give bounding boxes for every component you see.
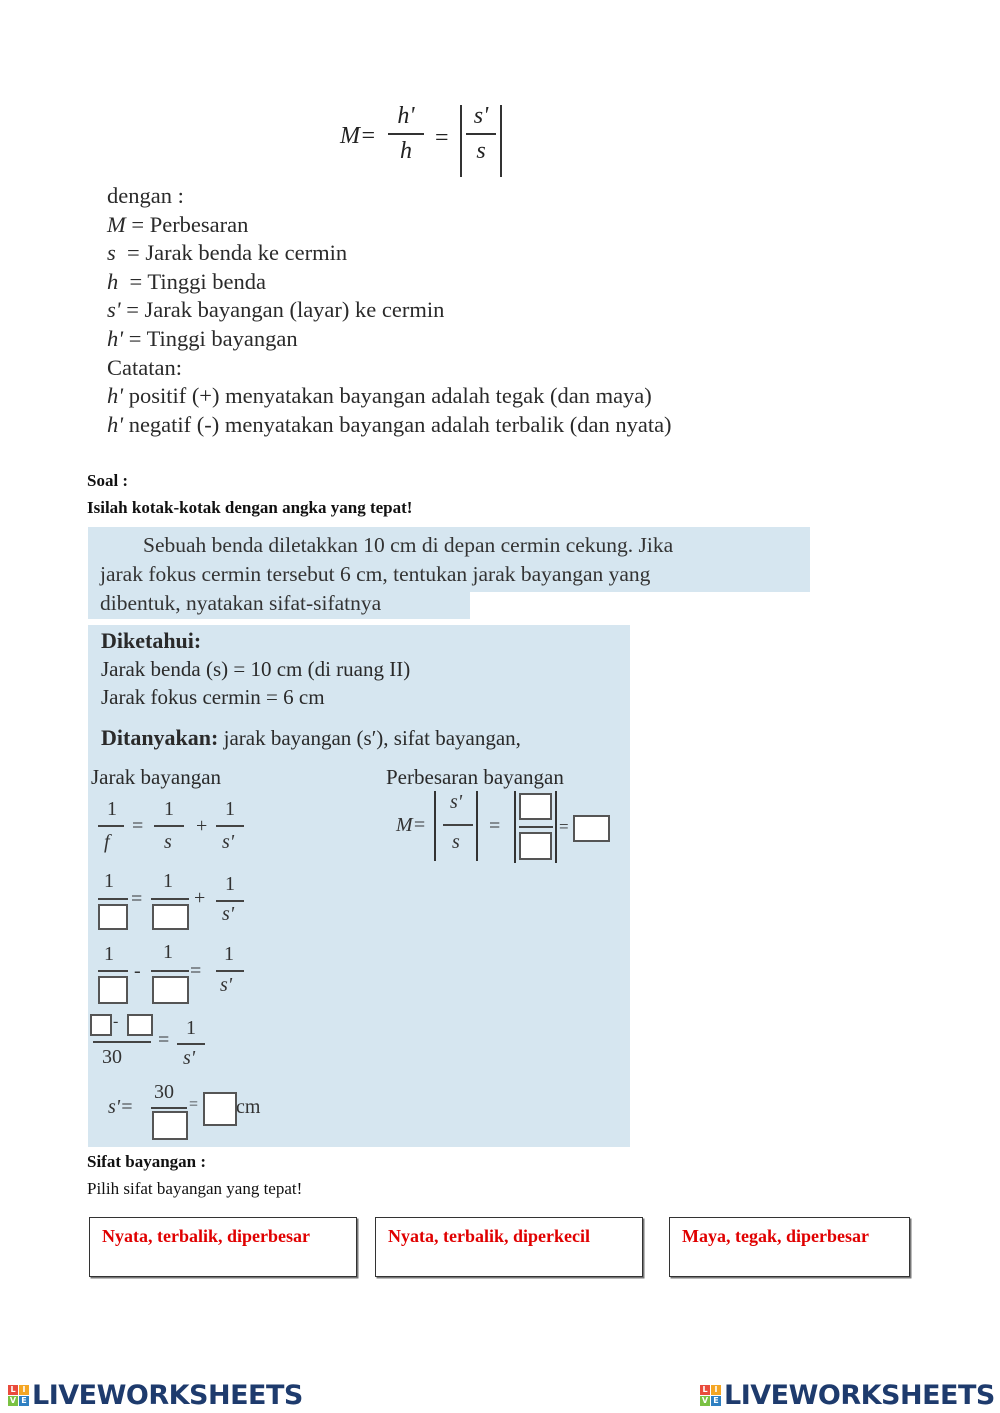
answer-box-row2-f[interactable] bbox=[98, 904, 128, 930]
answer-box-row4-b[interactable] bbox=[127, 1014, 153, 1036]
answer-box-row3-f[interactable] bbox=[98, 976, 128, 1004]
abs-bar-left bbox=[460, 105, 462, 177]
option-maya-tegak-diperbesar[interactable]: Maya, tegak, diperbesar bbox=[669, 1217, 910, 1277]
problem-cutout bbox=[470, 592, 810, 622]
answer-box-magnification-numerator[interactable] bbox=[519, 793, 552, 820]
problem-line: Sebuah benda diletakkan 10 cm di depan cermin cekung. Jika bbox=[100, 533, 674, 557]
sifat-title: Sifat bayangan : bbox=[87, 1152, 207, 1171]
calc-right-title: Perbesaran bayangan bbox=[386, 765, 564, 789]
note-row: h' positif (+) menyatakan bayangan adalah tegak (dan maya) bbox=[107, 383, 652, 409]
known-title: Diketahui: bbox=[101, 628, 202, 653]
known-line-distance: Jarak benda (s) = 10 cm (di ruang II) bbox=[101, 657, 411, 681]
note-title: Catatan: bbox=[107, 354, 182, 380]
brand-name: LIVEWORKSHEETS bbox=[32, 1379, 303, 1411]
definitions bbox=[107, 182, 672, 439]
fraction-s-prime-over-s: s' s bbox=[466, 103, 496, 165]
brand-name: LIVEWORKSHEETS bbox=[724, 1379, 995, 1411]
soal-instruction: Isilah kotak-kotak dengan angka yang tepat! bbox=[87, 498, 413, 517]
calc-left-title: Jarak bayangan bbox=[91, 765, 222, 789]
formula-lhs: M= bbox=[340, 123, 377, 149]
answer-box-row3-s[interactable] bbox=[152, 976, 189, 1004]
answer-box-magnification-denominator[interactable] bbox=[519, 832, 552, 860]
sifat-instruction: Pilih sifat bayangan yang tepat! bbox=[87, 1179, 303, 1198]
known-line-focus: Jarak fokus cermin = 6 cm bbox=[101, 685, 325, 709]
definition-row: s = Jarak benda ke cermin bbox=[107, 240, 348, 266]
liveworksheets-logo-left bbox=[8, 1378, 303, 1412]
formula-eq: = bbox=[435, 125, 449, 151]
answer-box-row4-a[interactable] bbox=[90, 1014, 112, 1036]
answer-box-magnification-result[interactable] bbox=[573, 815, 610, 842]
answer-box-row5-denominator[interactable] bbox=[152, 1111, 188, 1140]
definition-row: s' = Jarak bayangan (layar) ke cermin bbox=[107, 297, 445, 323]
problem-line: dibentuk, nyatakan sifat-sifatnya bbox=[100, 591, 382, 615]
asked-label: Ditanyakan: bbox=[101, 725, 219, 750]
answer-box-s-prime-result[interactable] bbox=[203, 1092, 237, 1126]
fraction-h-prime-over-h: h' h bbox=[388, 103, 424, 165]
asked-line: Ditanyakan: jarak bayangan (s′), sifat bayangan, bbox=[101, 725, 521, 750]
liveworksheets-mark-icon: L I V E bbox=[8, 1385, 29, 1406]
option-nyata-terbalik-diperkecil[interactable]: Nyata, terbalik, diperkecil bbox=[375, 1217, 643, 1277]
definition-row: h' = Tinggi bayangan bbox=[107, 325, 298, 351]
problem-line: jarak fokus cermin tersebut 6 cm, tentukan jarak bayangan yang bbox=[100, 562, 651, 586]
soal-label: Soal : bbox=[87, 471, 129, 490]
option-nyata-terbalik-diperbesar[interactable]: Nyata, terbalik, diperbesar bbox=[89, 1217, 357, 1277]
definitions-intro: dengan : bbox=[107, 183, 184, 208]
note-row: h' negatif (-) menyatakan bayangan adalah terbalik (dan nyata) bbox=[107, 411, 672, 437]
known-values bbox=[88, 625, 630, 761]
abs-bar-right bbox=[500, 105, 502, 177]
answer-box-row2-s[interactable] bbox=[152, 904, 189, 930]
definition-row: h = Tinggi benda bbox=[107, 268, 266, 294]
definition-row: M = Perbesaran bbox=[107, 211, 249, 237]
liveworksheets-logo-right bbox=[700, 1378, 995, 1412]
magnification-formula bbox=[340, 103, 510, 183]
calculation-area: Jarak bayangan Perbesaran bayangan 1 f = 1 s + 1 s' 1 = 1 + 1 s' 1 - 1 = 1 s' - 30 = 1 s' s'= 30 = cm M= s' s = = bbox=[88, 761, 630, 1147]
liveworksheets-mark-icon: L I V E bbox=[700, 1385, 721, 1406]
